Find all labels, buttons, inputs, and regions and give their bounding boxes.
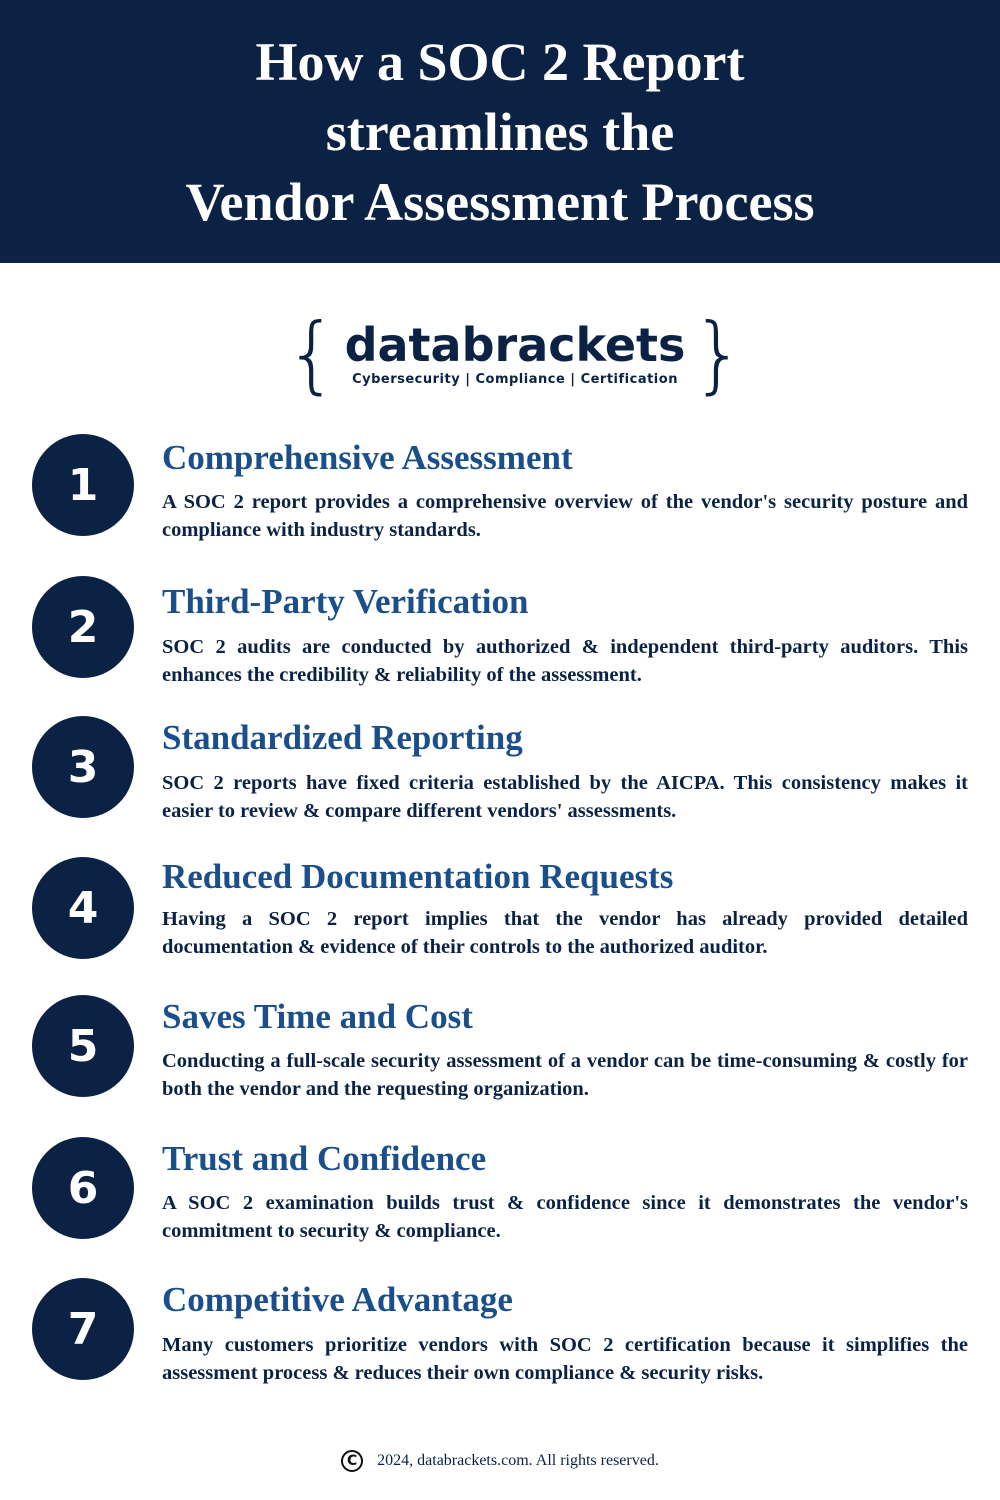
header-banner [0, 0, 1000, 263]
number-badge: 4 [32, 857, 134, 959]
logo-name: databrackets [344, 318, 686, 372]
logo-text [345, 319, 686, 389]
databrackets-logo [285, 305, 745, 403]
item-description: A SOC 2 report provides a comprehensive overview of the vendor's security posture and compliance with industry standards. [162, 491, 968, 541]
page-title-line-3: Vendor Assessment Process [185, 171, 815, 232]
item-title: Standardized Reporting [162, 718, 523, 757]
copyright-text: 2024, databrackets.com. All rights reserved. [377, 1452, 659, 1469]
item-description: SOC 2 reports have fixed criteria established by the AICPA. This consistency makes it easier to review & compare different vendors' assessments. [162, 772, 968, 822]
number-badge: 1 [32, 434, 134, 536]
copyright-icon: C [341, 1450, 363, 1472]
item-title: Third-Party Verification [162, 582, 529, 621]
page-title-line-2: streamlines the [325, 101, 675, 162]
item-title: Reduced Documentation Requests [162, 857, 674, 896]
page-title-line-1: How a SOC 2 Report [255, 31, 745, 92]
number-badge: 6 [32, 1137, 134, 1239]
number-badge: 5 [32, 995, 134, 1097]
close-brace-icon: } [691, 305, 745, 403]
number-badge: 7 [32, 1278, 134, 1380]
item-description: Conducting a full-scale security assessment of a vendor can be time-consuming & costly for both the vendor and the requesting organization. [162, 1050, 968, 1100]
item-title: Saves Time and Cost [162, 997, 473, 1036]
item-description: SOC 2 audits are conducted by authorized & independent third-party auditors. This enhances the credibility & reliability of the assessment. [162, 636, 968, 686]
item-title: Trust and Confidence [162, 1139, 487, 1178]
item-description: A SOC 2 examination builds trust & confidence since it demonstrates the vendor's commitment to security & compliance. [162, 1192, 968, 1242]
number-badge: 3 [32, 716, 134, 818]
open-brace-icon: { [285, 305, 339, 403]
item-title: Competitive Advantage [162, 1280, 513, 1319]
logo-tagline: Cybersecurity | Compliance | Certification [352, 372, 678, 387]
item-description: Having a SOC 2 report implies that the vendor has already provided detailed documentation & evidence of their controls to the authorized auditor. [162, 908, 968, 958]
item-description: Many customers prioritize vendors with SOC 2 certification because it simplifies the assessment process & reduces their own compliance & security risks. [162, 1334, 968, 1384]
number-badge: 2 [32, 576, 134, 678]
footer [0, 1450, 1000, 1472]
item-title: Comprehensive Assessment [162, 438, 573, 477]
